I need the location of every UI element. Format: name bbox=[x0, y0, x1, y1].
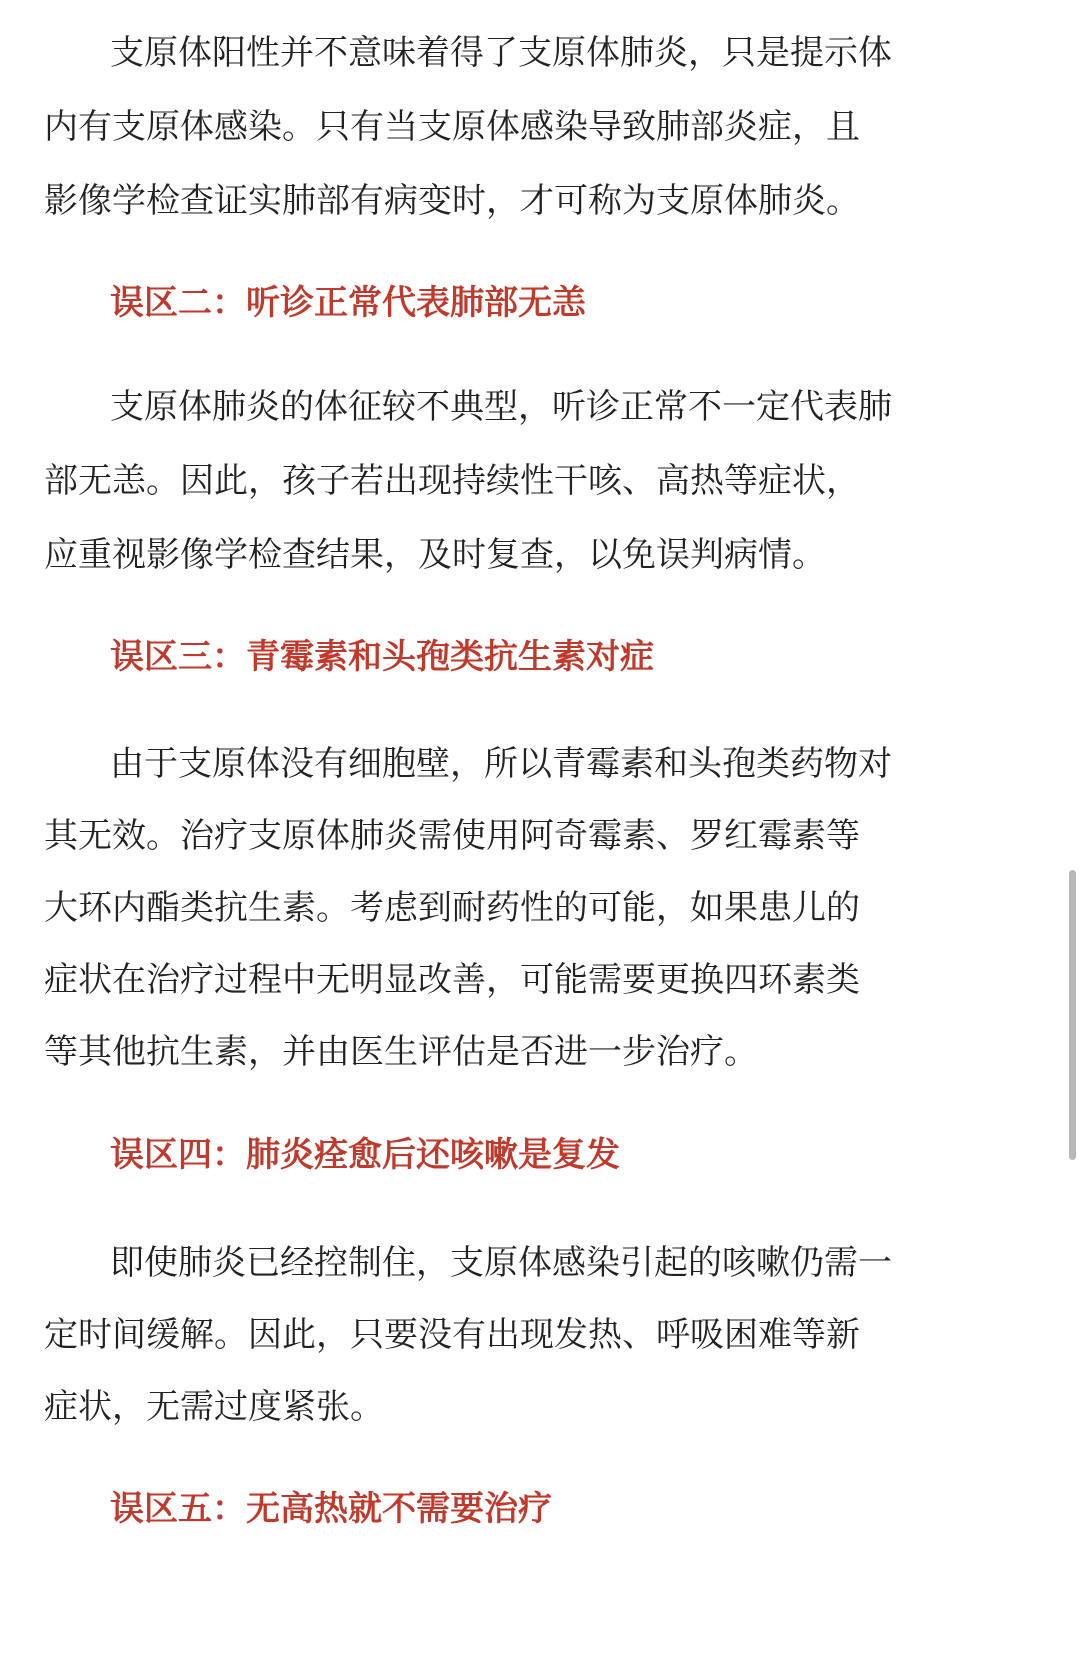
heading-text: 误区五：无高热就不需要治疗 bbox=[110, 1489, 552, 1529]
paragraph-line: 其无效。治疗支原体肺炎需使用阿奇霉素、罗红霉素等 bbox=[44, 816, 860, 856]
paragraph-line: 即使肺炎已经控制住，支原体感染引起的咳嗽仍需一 bbox=[110, 1243, 892, 1283]
heading-text: 误区四：肺炎痊愈后还咳嗽是复发 bbox=[110, 1135, 620, 1175]
paragraph-line: 支原体肺炎的体征较不典型，听诊正常不一定代表肺 bbox=[110, 387, 892, 427]
section-heading-myth-2 bbox=[0, 266, 1080, 340]
paragraph-line: 内有支原体感染。只有当支原体感染导致肺部炎症，且 bbox=[44, 107, 860, 147]
paragraph-line: 由于支原体没有细胞壁，所以青霉素和头孢类药物对 bbox=[110, 744, 892, 784]
paragraph-line: 症状在治疗过程中无明显改善，可能需要更换四环素类 bbox=[44, 960, 860, 1000]
vertical-scrollbar[interactable] bbox=[1069, 870, 1076, 1160]
section-heading-myth-5 bbox=[0, 1472, 1080, 1546]
heading-text: 误区二：听诊正常代表肺部无恙 bbox=[110, 283, 586, 323]
paragraph-line: 症状，无需过度紧张。 bbox=[44, 1387, 384, 1427]
paragraph-line: 部无恙。因此，孩子若出现持续性干咳、高热等症状， bbox=[44, 461, 860, 501]
paragraph-line: 应重视影像学检查结果，及时复查，以免误判病情。 bbox=[44, 535, 826, 575]
paragraph-line: 支原体阳性并不意味着得了支原体肺炎，只是提示体 bbox=[110, 33, 892, 73]
paragraph-line: 等其他抗生素，并由医生评估是否进一步治疗。 bbox=[44, 1032, 758, 1072]
section-heading-myth-4 bbox=[0, 1118, 1080, 1192]
heading-text: 误区三：青霉素和头孢类抗生素对症 bbox=[110, 637, 654, 677]
paragraph-line: 影像学检查证实肺部有病变时，才可称为支原体肺炎。 bbox=[44, 181, 860, 221]
paragraph-line: 定时间缓解。因此，只要没有出现发热、呼吸困难等新 bbox=[44, 1315, 860, 1355]
paragraph-line: 大环内酯类抗生素。考虑到耐药性的可能，如果患儿的 bbox=[44, 888, 860, 928]
section-heading-myth-3 bbox=[0, 620, 1080, 694]
